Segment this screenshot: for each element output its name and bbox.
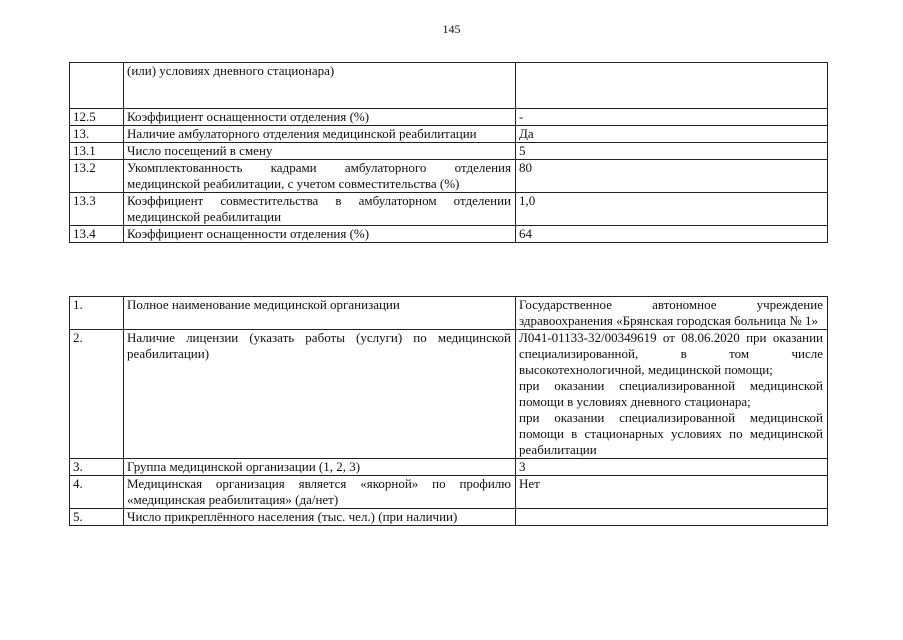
row-label: Число посещений в смену	[124, 143, 516, 160]
row-label: Коэффициент совместительства в амбулаторном отделении медицинской реабилитации	[124, 193, 516, 226]
row-label: Наличие лицензии (указать работы (услуги) по медицинской реабилитации)	[124, 330, 516, 459]
table-organization-info	[69, 296, 828, 526]
row-number: 3.	[70, 459, 124, 476]
license-day-hospital: при оказании специализированной медицинской помощи в условиях дневного стационара;	[519, 378, 823, 409]
row-value	[516, 509, 828, 526]
table-row	[70, 459, 828, 476]
license-text: Л041-01133-32/00349619 от 08.06.2020 при оказании специализированной, в том числе высокотехнологичной, медицинской помощи;	[519, 330, 823, 377]
row-value	[516, 63, 828, 109]
row-value: 80	[516, 160, 828, 193]
row-label: Медицинская организация является «якорной» по профилю «медицинская реабилитация» (да/нет)	[124, 476, 516, 509]
table-row	[70, 126, 828, 143]
row-number: 13.2	[70, 160, 124, 193]
table-row	[70, 63, 828, 109]
row-value: 5	[516, 143, 828, 160]
row-number: 13.1	[70, 143, 124, 160]
page-number: 145	[442, 22, 461, 36]
row-value: 3	[516, 459, 828, 476]
row-value: Государственное автономное учреждение здравоохранения «Брянская городская больница № 1»	[516, 297, 828, 330]
table-hospital-indicators	[69, 62, 828, 243]
row-label: Полное наименование медицинской организации	[124, 297, 516, 330]
row-label: Группа медицинской организации (1, 2, 3)	[124, 459, 516, 476]
row-value	[516, 330, 828, 459]
row-number	[70, 63, 124, 109]
row-number: 5.	[70, 509, 124, 526]
row-value: -	[516, 109, 828, 126]
row-value: 1,0	[516, 193, 828, 226]
row-label: (или) условиях дневного стационара)	[124, 63, 516, 109]
table-row	[70, 476, 828, 509]
row-number: 13.3	[70, 193, 124, 226]
table-row	[70, 143, 828, 160]
row-label: Наличие амбулаторного отделения медицинской реабилитации	[124, 126, 516, 143]
row-number: 1.	[70, 297, 124, 330]
row-number: 13.	[70, 126, 124, 143]
table-row	[70, 226, 828, 243]
table-row	[70, 330, 828, 459]
row-label: Коэффициент оснащенности отделения (%)	[124, 226, 516, 243]
row-value: 64	[516, 226, 828, 243]
row-number: 13.4	[70, 226, 124, 243]
row-number: 2.	[70, 330, 124, 459]
license-inpatient: при оказании специализированной медицинской помощи в стационарных условиях по медицинской реабилитации	[519, 410, 823, 457]
table-row	[70, 193, 828, 226]
row-label: Укомплектованность кадрами амбулаторного отделения медицинской реабилитации, с учетом совместительства (%)	[124, 160, 516, 193]
row-number: 4.	[70, 476, 124, 509]
row-value: Нет	[516, 476, 828, 509]
row-label: Коэффициент оснащенности отделения (%)	[124, 109, 516, 126]
table-row	[70, 297, 828, 330]
table-row	[70, 109, 828, 126]
row-number: 12.5	[70, 109, 124, 126]
row-label: Число прикреплённого населения (тыс. чел.) (при наличии)	[124, 509, 516, 526]
table-row	[70, 160, 828, 193]
row-value: Да	[516, 126, 828, 143]
table-row	[70, 509, 828, 526]
